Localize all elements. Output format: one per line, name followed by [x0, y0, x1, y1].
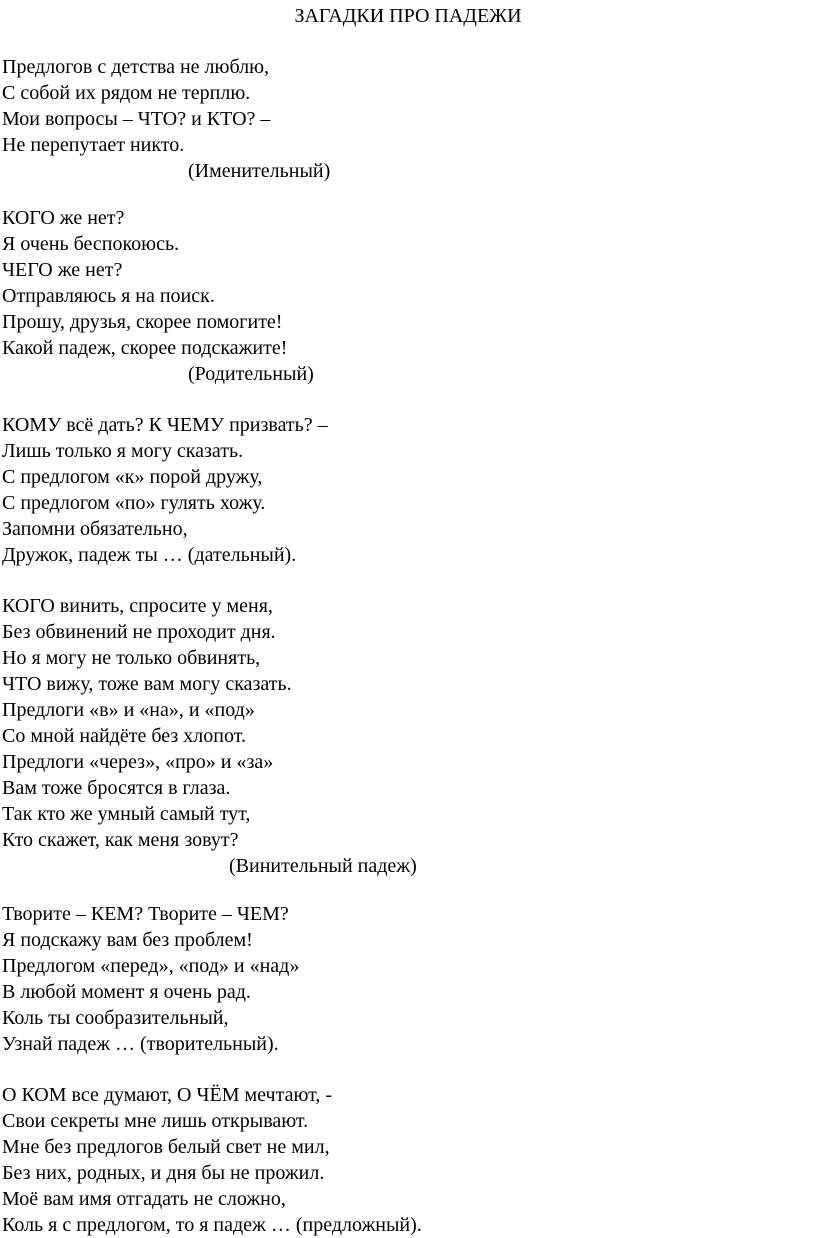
- riddle-line: Я подскажу вам без проблем!: [2, 929, 253, 951]
- riddle-accusative: [2, 593, 802, 879]
- riddle-answer: (Винительный падеж): [229, 855, 417, 877]
- riddle-line: ЧТО вижу, тоже вам могу сказать.: [2, 673, 292, 695]
- riddle-line: Прошу, друзья, скорее помогите!: [2, 311, 283, 333]
- riddle-line: С собой их рядом не терплю.: [2, 82, 251, 104]
- riddle-line: Лишь только я могу сказать.: [2, 440, 244, 462]
- riddle-line: Мне без предлогов белый свет не мил,: [2, 1136, 330, 1158]
- riddle-genitive: [2, 205, 802, 387]
- riddle-line: Творите – КЕМ? Творите – ЧЕМ?: [2, 903, 289, 925]
- riddle-line: Предлогом «перед», «под» и «над»: [2, 955, 300, 977]
- riddle-line: Узнай падеж … (творительный).: [2, 1033, 279, 1055]
- riddle-line: КОМУ всё дать? К ЧЕМУ призвать? –: [2, 414, 328, 436]
- riddle-line: Так кто же умный самый тут,: [2, 803, 251, 825]
- riddle-line: В любой момент я очень рад.: [2, 981, 251, 1003]
- riddle-line: Я очень беспокоюсь.: [2, 233, 180, 255]
- riddle-line: Предлоги «в» и «на», и «под»: [2, 699, 255, 721]
- riddle-line: Не перепутает никто.: [2, 134, 185, 156]
- riddle-line: Со мной найдёте без хлопот.: [2, 725, 246, 747]
- riddle-nominative: [2, 54, 802, 184]
- riddle-line: ЧЕГО же нет?: [2, 259, 123, 281]
- riddle-line: Свои секреты мне лишь открывают.: [2, 1110, 309, 1132]
- riddle-line: Предлогов с детства не люблю,: [2, 56, 270, 78]
- riddle-instrumental: [2, 901, 802, 1057]
- riddle-dative: [2, 412, 802, 568]
- riddle-prepositional: [2, 1082, 802, 1238]
- riddle-line: Но я могу не только обвинять,: [2, 647, 261, 669]
- riddle-line: Без них, родных, и дня бы не прожил.: [2, 1162, 325, 1184]
- riddle-line: С предлогом «к» порой дружу,: [2, 466, 263, 488]
- riddle-answer: (Родительный): [188, 363, 314, 385]
- riddle-line: Дружок, падеж ты … (дательный).: [2, 544, 297, 566]
- riddle-line: Без обвинений не проходит дня.: [2, 621, 276, 643]
- document-title: ЗАГАДКИ ПРО ПАДЕЖИ: [294, 5, 522, 27]
- riddle-line: Предлоги «через», «про» и «за»: [2, 751, 274, 773]
- riddle-line: Коль ты сообразительный,: [2, 1007, 229, 1029]
- riddle-line: С предлогом «по» гулять хожу.: [2, 492, 266, 514]
- riddle-line: Запомни обязательно,: [2, 518, 188, 540]
- riddle-line: Какой падеж, скорее подскажите!: [2, 337, 288, 359]
- riddle-line: КОГО же нет?: [2, 207, 125, 229]
- riddle-answer: (Именительный): [188, 160, 331, 182]
- riddle-line: Вам тоже бросятся в глаза.: [2, 777, 231, 799]
- riddle-line: КОГО винить, спросите у меня,: [2, 595, 273, 617]
- riddle-line: Отправляюсь я на поиск.: [2, 285, 215, 307]
- riddle-line: Коль я с предлогом, то я падеж … (предложный).: [2, 1214, 422, 1236]
- riddle-line: Мои вопросы – ЧТО? и КТО? –: [2, 108, 271, 130]
- riddle-line: Моё вам имя отгадать не сложно,: [2, 1188, 286, 1210]
- riddle-line: О КОМ все думают, О ЧЁМ мечтают, -: [2, 1084, 333, 1106]
- riddle-line: Кто скажет, как меня зовут?: [2, 829, 239, 851]
